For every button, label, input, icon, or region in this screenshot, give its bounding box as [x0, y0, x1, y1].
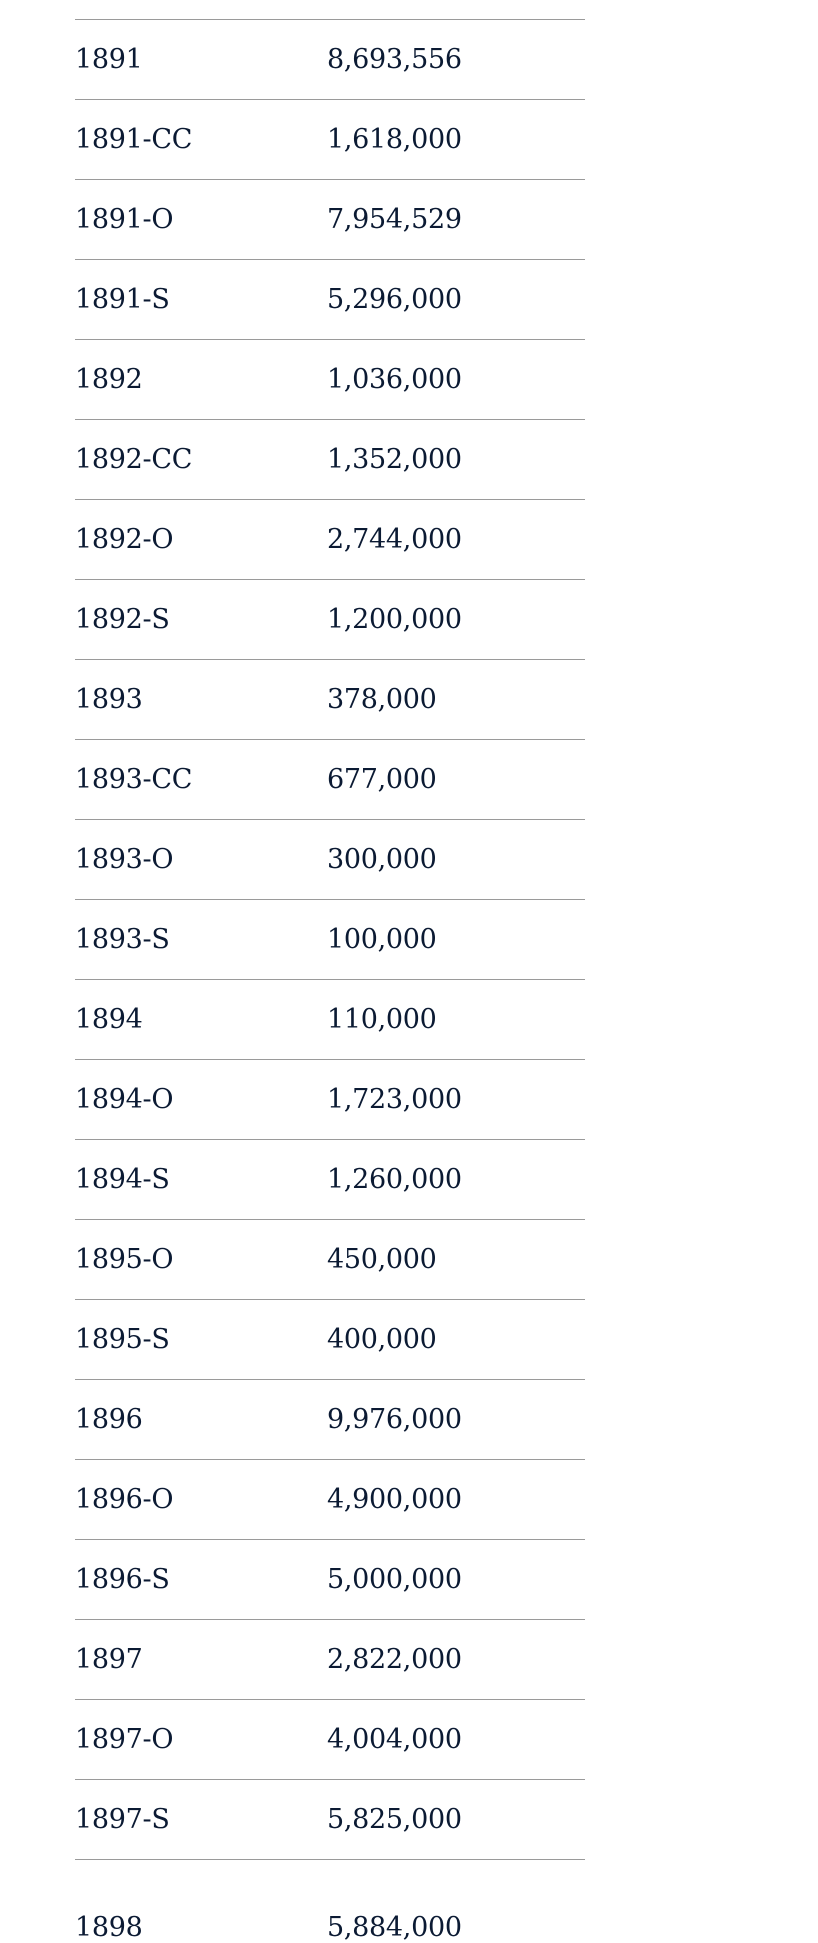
year-cell: 1891-CC: [75, 124, 193, 155]
mintage-cell: 2,744,000: [327, 524, 462, 555]
mintage-cell: 100,000: [327, 924, 437, 955]
table-row: [75, 1619, 585, 1699]
year-cell: 1896-S: [75, 1564, 170, 1595]
year-cell: 1892-CC: [75, 444, 193, 475]
table-row: [75, 419, 585, 499]
year-cell: 1894: [75, 1004, 143, 1035]
mintage-cell: 378,000: [327, 684, 437, 715]
mintage-table: [75, 19, 585, 1943]
table-row: [75, 259, 585, 339]
table-row: [75, 339, 585, 419]
mintage-cell: 5,000,000: [327, 1564, 462, 1595]
table-row: [75, 1139, 585, 1219]
year-cell: 1893-CC: [75, 764, 193, 795]
year-cell: 1892-S: [75, 604, 170, 635]
mintage-cell: 7,954,529: [327, 204, 462, 235]
mintage-cell: 300,000: [327, 844, 437, 875]
year-cell: 1895-S: [75, 1324, 170, 1355]
table-row: [75, 99, 585, 179]
table-row: [75, 179, 585, 259]
table-row: [75, 1059, 585, 1139]
year-cell: 1894-O: [75, 1084, 174, 1115]
table-row-partial: [75, 1859, 585, 1943]
year-cell: 1897: [75, 1644, 143, 1675]
table-row: [75, 19, 585, 99]
year-cell: 1897-S: [75, 1804, 170, 1835]
mintage-cell: 450,000: [327, 1244, 437, 1275]
mintage-cell: 677,000: [327, 764, 437, 795]
table-row: [75, 739, 585, 819]
mintage-cell: 8,693,556: [327, 44, 462, 75]
year-cell: 1893: [75, 684, 143, 715]
year-cell: 1897-O: [75, 1724, 174, 1755]
mintage-cell: 5,825,000: [327, 1804, 462, 1835]
mintage-cell: 5,296,000: [327, 284, 462, 315]
mintage-cell: 1,036,000: [327, 364, 462, 395]
mintage-cell: 400,000: [327, 1324, 437, 1355]
mintage-cell: 1,200,000: [327, 604, 462, 635]
table-row: [75, 579, 585, 659]
table-row: [75, 1699, 585, 1779]
mintage-cell: 4,900,000: [327, 1484, 462, 1515]
table-row: [75, 1219, 585, 1299]
table-row: [75, 1379, 585, 1459]
table-row: [75, 1539, 585, 1619]
year-cell: 1893-O: [75, 844, 174, 875]
year-cell: 1898: [75, 1912, 143, 1943]
year-cell: 1896: [75, 1404, 143, 1435]
mintage-cell: 2,822,000: [327, 1644, 462, 1675]
table-row: [75, 819, 585, 899]
mintage-cell: 1,618,000: [327, 124, 462, 155]
table-row: [75, 659, 585, 739]
year-cell: 1896-O: [75, 1484, 174, 1515]
year-cell: 1895-O: [75, 1244, 174, 1275]
year-cell: 1893-S: [75, 924, 170, 955]
year-cell: 1894-S: [75, 1164, 170, 1195]
table-row: [75, 499, 585, 579]
mintage-cell: 9,976,000: [327, 1404, 462, 1435]
year-cell: 1891-S: [75, 284, 170, 315]
mintage-cell: 110,000: [327, 1004, 437, 1035]
mintage-cell: 1,260,000: [327, 1164, 462, 1195]
mintage-cell: 5,884,000: [327, 1912, 462, 1943]
table-row: [75, 899, 585, 979]
table-row: [75, 1299, 585, 1379]
mintage-cell: 1,352,000: [327, 444, 462, 475]
year-cell: 1891: [75, 44, 143, 75]
year-cell: 1892-O: [75, 524, 174, 555]
table-row: [75, 1459, 585, 1539]
table-row: [75, 979, 585, 1059]
year-cell: 1891-O: [75, 204, 174, 235]
mintage-cell: 1,723,000: [327, 1084, 462, 1115]
mintage-cell: 4,004,000: [327, 1724, 462, 1755]
table-row: [75, 1779, 585, 1859]
year-cell: 1892: [75, 364, 143, 395]
